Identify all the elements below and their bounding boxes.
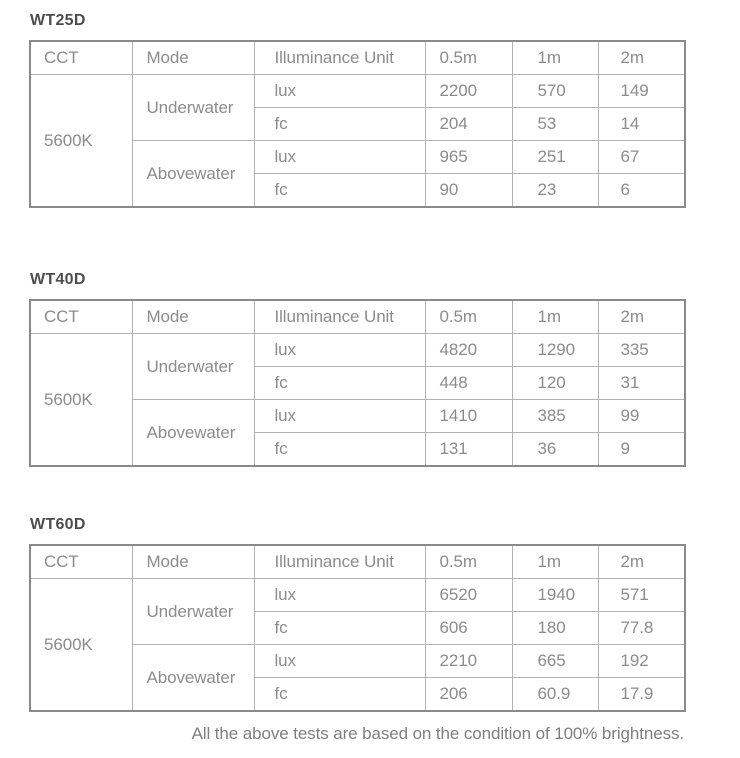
- header-row: [30, 41, 685, 75]
- mode-abovewater: Abovewater: [132, 645, 254, 712]
- mode-underwater: Underwater: [132, 579, 254, 645]
- value-0-5m: 448: [425, 367, 512, 400]
- value-0-5m: 206: [425, 678, 512, 712]
- illuminance-table-wt25d: [29, 40, 686, 208]
- col-header-illuminance-unit: Illuminance Unit: [254, 545, 425, 579]
- unit-label: fc: [254, 174, 425, 208]
- unit-label: lux: [254, 75, 425, 108]
- col-header-mode: Mode: [132, 300, 254, 334]
- col-header-2m: 2m: [598, 300, 685, 334]
- unit-label: fc: [254, 367, 425, 400]
- unit-label: lux: [254, 141, 425, 174]
- unit-label: fc: [254, 433, 425, 467]
- value-1m: 180: [512, 612, 598, 645]
- value-1m: 23: [512, 174, 598, 208]
- value-1m: 60.9: [512, 678, 598, 712]
- col-header-0-5m: 0.5m: [425, 41, 512, 75]
- header-row: [30, 545, 685, 579]
- value-0-5m: 2210: [425, 645, 512, 678]
- section-wt40d: [29, 270, 684, 467]
- value-2m: 6: [598, 174, 685, 208]
- unit-label: lux: [254, 334, 425, 367]
- table-title-wt40d: WT40D: [30, 271, 86, 288]
- value-0-5m: 965: [425, 141, 512, 174]
- col-header-illuminance-unit: Illuminance Unit: [254, 41, 425, 75]
- value-0-5m: 2200: [425, 75, 512, 108]
- col-header-0-5m: 0.5m: [425, 300, 512, 334]
- section-wt60d: [29, 515, 684, 712]
- col-header-cct: CCT: [30, 545, 132, 579]
- table-row: [30, 579, 685, 612]
- value-2m: 335: [598, 334, 685, 367]
- section-wt25d: [29, 11, 684, 208]
- col-header-2m: 2m: [598, 41, 685, 75]
- value-1m: 1290: [512, 334, 598, 367]
- value-1m: 385: [512, 400, 598, 433]
- value-0-5m: 6520: [425, 579, 512, 612]
- unit-label: fc: [254, 612, 425, 645]
- value-1m: 570: [512, 75, 598, 108]
- col-header-1m: 1m: [512, 545, 598, 579]
- value-2m: 77.8: [598, 612, 685, 645]
- col-header-1m: 1m: [512, 300, 598, 334]
- value-1m: 251: [512, 141, 598, 174]
- illuminance-table-wt60d: [29, 544, 686, 712]
- col-header-2m: 2m: [598, 545, 685, 579]
- value-2m: 31: [598, 367, 685, 400]
- footer-note: All the above tests are based on the condition of 100% brightness.: [191, 724, 684, 743]
- cct-value: 5600K: [30, 579, 132, 712]
- value-2m: 14: [598, 108, 685, 141]
- value-0-5m: 204: [425, 108, 512, 141]
- value-1m: 1940: [512, 579, 598, 612]
- col-header-mode: Mode: [132, 545, 254, 579]
- value-2m: 192: [598, 645, 685, 678]
- mode-underwater: Underwater: [132, 334, 254, 400]
- unit-label: lux: [254, 579, 425, 612]
- col-header-1m: 1m: [512, 41, 598, 75]
- value-1m: 53: [512, 108, 598, 141]
- table-row: [30, 334, 685, 367]
- unit-label: fc: [254, 678, 425, 712]
- value-0-5m: 606: [425, 612, 512, 645]
- value-2m: 149: [598, 75, 685, 108]
- cct-value: 5600K: [30, 334, 132, 467]
- mode-abovewater: Abovewater: [132, 141, 254, 208]
- value-0-5m: 90: [425, 174, 512, 208]
- table-title-wt60d: WT60D: [30, 516, 86, 533]
- col-header-illuminance-unit: Illuminance Unit: [254, 300, 425, 334]
- col-header-0-5m: 0.5m: [425, 545, 512, 579]
- value-2m: 99: [598, 400, 685, 433]
- unit-label: lux: [254, 645, 425, 678]
- table-title-wt25d: WT25D: [30, 12, 86, 29]
- cct-value: 5600K: [30, 75, 132, 208]
- illuminance-table-wt40d: [29, 299, 686, 467]
- value-2m: 67: [598, 141, 685, 174]
- unit-label: lux: [254, 400, 425, 433]
- unit-label: fc: [254, 108, 425, 141]
- col-header-cct: CCT: [30, 41, 132, 75]
- value-1m: 665: [512, 645, 598, 678]
- value-0-5m: 4820: [425, 334, 512, 367]
- mode-abovewater: Abovewater: [132, 400, 254, 467]
- value-0-5m: 131: [425, 433, 512, 467]
- value-2m: 9: [598, 433, 685, 467]
- header-row: [30, 300, 685, 334]
- col-header-mode: Mode: [132, 41, 254, 75]
- value-1m: 36: [512, 433, 598, 467]
- value-2m: 571: [598, 579, 685, 612]
- value-1m: 120: [512, 367, 598, 400]
- mode-underwater: Underwater: [132, 75, 254, 141]
- value-2m: 17.9: [598, 678, 685, 712]
- value-0-5m: 1410: [425, 400, 512, 433]
- col-header-cct: CCT: [30, 300, 132, 334]
- table-row: [30, 75, 685, 108]
